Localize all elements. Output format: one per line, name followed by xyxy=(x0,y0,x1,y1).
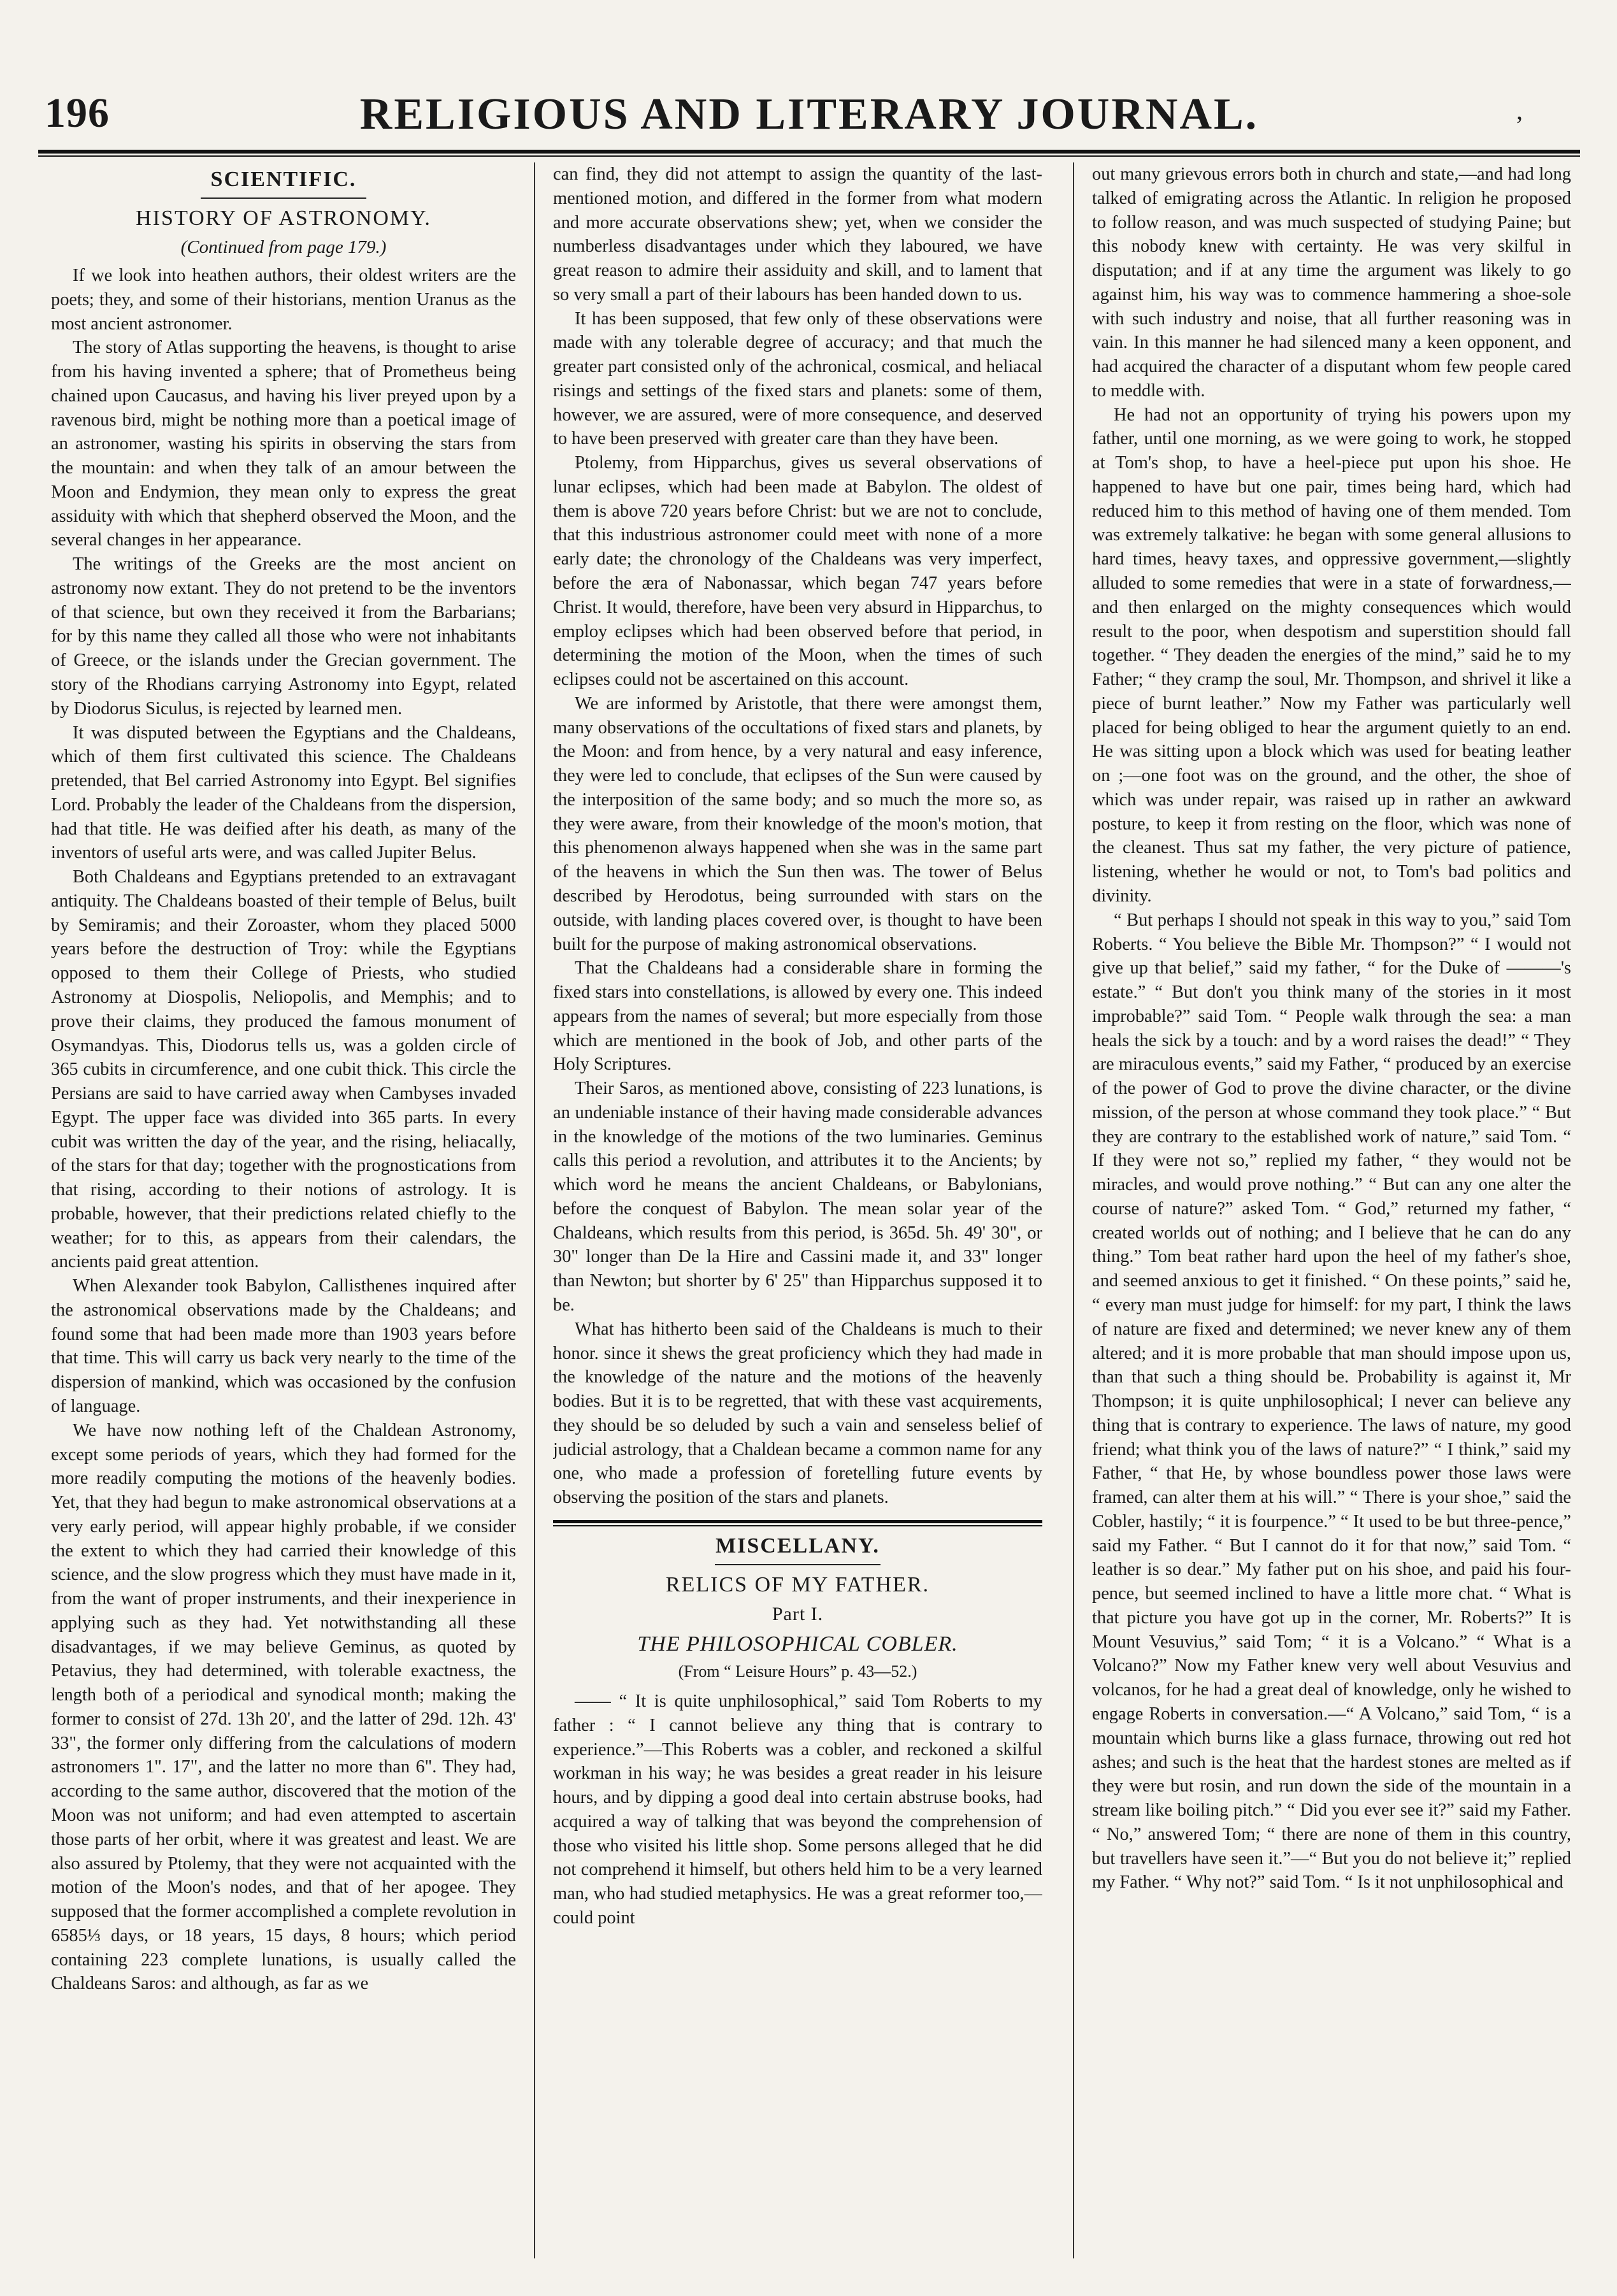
paragraph: What has hitherto been said of the Chaldeans is much to their honor. since it shews the great proficiency which they had made in the knowledge of the nature and the motions of the heavenly bodies. But it is to be regretted, that with these vast acquirements, they should be so deluded by such a vain and senseless belief of judicial astrology, that a Chaldean became a common name for any one, who made a profession of foretelling future events by observing the position of the stars and planets. xyxy=(553,1319,1042,1508)
column-2 xyxy=(553,162,1042,2258)
header-mark: , xyxy=(1516,96,1523,125)
paragraph: The story of Atlas supporting the heavens, is thought to arise from his having invented a sphere; that of Prometheus being chained upon Caucasus, and having his liver preyed upon by a ravenous bird, might be nothing more than a poetical image of an astronomer, wasting his spirits in observing the stars from the mountain: and when they talk of an amour between the Moon and Endymion, they mean only to express the great assiduity with which that shepherd observed the Moon, and the several changes in her appearance. xyxy=(51,338,516,550)
header-rule xyxy=(38,150,1580,157)
divider xyxy=(201,197,366,199)
column-divider xyxy=(1073,162,1074,2258)
paragraph: The writings of the Greeks are the most ancient on astronomy now extant. They do not pretend to be the inventors of that science, but own they received it from the Barbarians; for by this name they called all those who were not inhabitants of Greece, or the islands under the Grecian government. The story of the Rhodians carrying Astronomy into Egypt, related by Diodorus Siculus, is rejected by learned men. xyxy=(51,554,516,719)
article-subtitle: THE PHILOSOPHICAL COBLER. xyxy=(637,1632,958,1656)
section-divider xyxy=(553,1520,1042,1526)
journal-page xyxy=(38,25,1580,2274)
section-label-scientific: SCIENTIFIC. xyxy=(210,168,357,191)
journal-title: RELIGIOUS AND LITERARY JOURNAL. xyxy=(359,90,1259,139)
paragraph: It has been supposed, that few only of these observations were made with any tolerable degree of accuracy; and that much the greater part consisted only of the achronical, cosmical, and heliacal risings and settings of the fixed stars and planets: some of them, however, we are assured, were of more consequence, and deserved to have been preserved with greater care than they have been. xyxy=(553,308,1042,449)
paragraph: Both Chaldeans and Egyptians pretended to an extravagant antiquity. The Chaldeans boasted of their temple of Belus, built by Semiramis; and their Zoroaster, whom they placed 5000 years before the destruction of Troy: while the Egyptians opposed to them their College of Priests, who studied Astronomy at Diospolis, Neliopolis, and Memphis; and to prove their claims, they produced the famous monument of Osymandyas. This, Diodorus tells us, was a golden circle of 365 cubits in circumference, and one cubit thick. This circle the Persians are said to have carried away when Cambyses invaded Egypt. The upper face was divided into 365 parts. In every cubit was written the day of the year, and the rising, heliacally, of the stars for that day; together with the prognostications from that rising, according to their notions of astrology. It is probable, however, that their predictions related chiefly to the weather; for to this, as appears from their calendars, the ancients paid great attention. xyxy=(51,867,516,1272)
paragraph: Their Saros, as mentioned above, consisting of 223 lunations, is an undeniable instance of their having made considerable advances in the knowledge of the motions of the two luminaries. Geminus calls this period a revolution, and attributes it to the Ancients; by which word he means the ancient Chaldeans, or Babylonians, before the conquest of Babylon. The mean solar year of the Chaldeans, which results from this period, is 365d. 5h. 49' 30", or 30" longer than De la Hire and Cassini made it, and 33" longer than Newton; but shorter by 6' 25" than Hipparchus supposed it to be. xyxy=(553,1079,1042,1315)
paragraph: —— “ It is quite unphilosophical,” said Tom Roberts to my father : “ I cannot believe any thing that is contrary to experience.”—This Roberts was a cobler, and reckoned a skilful workman in his way; he was besides a great reader in his leisure hours, and by dipping a good deal into certain abstruse books, had acquired a way of talking that was beyond the comprehension of those who visited his little shop. Some persons alleged that he did not comprehend it himself, but others held him to be a very learned man, who had studied metaphysics. He was a great reformer too,—could point xyxy=(553,1691,1042,1928)
page-header xyxy=(38,76,1580,147)
article-title-astronomy: HISTORY OF ASTRONOMY. xyxy=(136,206,431,231)
paragraph: We are informed by Aristotle, that there were amongst them, many observations of the occultations of fixed stars and planets, by the Moon: and from hence, by a very natural and easy inference, they were led to conclude, that eclipses of the Sun were caused by the interposition of the same body; and so much the more so, as they were aware, from their knowledge of the moon's motion, that this phenomenon always happened when she was in the same part of the heavens in which the Sun then was. The tower of Belus described by Herodotus, being surrounded with stars on the outside, with landing places covered over, is thought to have been built for the purpose of making astronomical observations. xyxy=(553,693,1042,954)
paragraph: When Alexander took Babylon, Callisthenes inquired after the astronomical observations made by the Chaldeans; and found some that had been made more than 1903 years before that time. This will carry us back very nearly to the time of the dispersion of mankind, which was occasioned by the confusion of language. xyxy=(51,1276,516,1416)
page-number: 196 xyxy=(45,90,110,136)
divider xyxy=(715,1564,880,1565)
paragraph: Ptolemy, from Hipparchus, gives us several observations of lunar eclipses, which had been made at Babylon. The oldest of them is above 720 years before Christ: but we are not to conclude, that this industrious astronomer could meet with none of a more early date; the chronology of the Chaldeans was very imperfect, before the æra of Nabonassar, which began 747 years before Christ. It would, therefore, have been very absurd in Hipparchus, to employ eclipses which had been observed before that period, in determining the motion of the Moon, when the times of such eclipses could not be ascertained on this account. xyxy=(553,453,1042,690)
paragraph: He had not an opportunity of trying his powers upon my father, until one morning, as we were going to work, he stopped at Tom's shop, to have a heel-piece put upon his shoe. He happened to have but one pair, times being hard, which had reduced him to this method of having one of them mended. Tom was extremely talkative: he began with some general allusions to hard times, heavy taxes, and oppressive government,—slightly alluded to some remedies that were in a state of forwardness,—and then enlarged on the mighty consequences which would result to the poor, when despotism and superstition should fall together. “ They deaden the energies of the mind,” said he to my Father; “ they cramp the soul, Mr. Thompson, and shrivel it like a piece of burnt leather.” Now my Father was particularly well placed for being obliged to hear the argument quietly to an end. He was sitting upon a block which was used for beating leather on ;—one foot was on the ground, and the other, the shoe of which was under repair, was raised up in rather an awkward posture, to keep it from resting on the floor, which was none of the cleanest. Thus sat my father, the very picture of patience, listening, whether he would or not, to Tom's bad politics and divinity. xyxy=(1092,405,1571,906)
paragraph: It was disputed between the Egyptians and the Chaldeans, which of them first cultivated this science. The Chaldeans pretended, that Bel carried Astronomy into Egypt. Bel signifies Lord. Probably the leader of the Chaldeans from the dispersion, had that title. He was deified after his death, as many of the inventors of useful arts were, and was called Jupiter Belus. xyxy=(51,722,516,863)
paragraph: We have now nothing left of the Chaldean Astronomy, except some periods of years, which they had formed for the more readily computing the motions of the heavenly bodies. Yet, that they had begun to make astronomical observations at a very early period, will appear highly probable, if we consider the extent to which they had carried their knowledge of this science, and the slow progress which they must have made in it, from the want of proper instruments, and their inexperience in applying such as they had. Yet notwithstanding all these disadvantages, if we may believe Geminus, as quoted by Petavius, they had determined, with tolerable exactness, the length both of a periodical and synodical month; making the former to consist of 27d. 13h 20', and the latter of 29d. 12h. 43' 33", the former only differing from the calculations of modern astronomers 1". 17", and the latter no more than 6". They had, according to the same author, discovered that the motion of the Moon was not uniform; and had even attempted to ascertain those parts of her orbit, where it was greatest and least. We are also assured by Ptolemy, that they were not acquainted with the motion of the Moon's nodes, and that of her apogee. They supposed that the former accomplished a complete revolution in 6585⅓ days, or 18 years, 15 days, 8 hours; which period containing 223 complete lunations, is usually called the Chaldeans Saros: and although, as far as we xyxy=(51,1420,516,1994)
part-label: Part I. xyxy=(772,1604,824,1625)
column-3 xyxy=(1092,162,1571,2258)
paragraph: If we look into heathen authors, their oldest writers are the poets; they, and some of their historians, mention Uranus as the most ancient astronomer. xyxy=(51,266,516,334)
paragraph: That the Chaldeans had a considerable share in forming the fixed stars into constellations, is allowed by every one. This indeed appears from the names of several; but more especially from those which are mentioned in the book of Job, and other parts of the Holy Scriptures. xyxy=(553,958,1042,1075)
paragraph: “ But perhaps I should not speak in this way to you,” said Tom Roberts. “ You believe the Bible Mr. Thompson?” “ I would not give up that belief,” said my father, “ for the Duke of ———'s estate.” “ But don't you think many of the stories in it most improbable?” said Tom. “ People walk through the sea: a man heals the sick by a touch: and by a word raises the dead!” “ They are miraculous events,” said my Father, “ produced by an exercise of the power of God to prove the divine character, or the divine mission, of the person at whose command they took place.” “ But they are contrary to the established work of nature,” said Tom. “ If they were not so,” replied my father, “ they would not be miracles, and would prove nothing.” “ But can any one alter the course of nature?” asked Tom. “ God,” returned my father, “ created worlds out of nothing; and I believe that he can do any thing.” Tom beat rather hard upon the heel of my father's shoe, and seemed anxious to get it finished. “ On these points,” said he, “ every man must judge for himself: for my part, I think the laws of nature are fixed and determined; we never knew any of them altered; and it is more probable that man should impose upon us, than that such a thing should be. Probability is against it, Mr Thompson; it is quite unphilosophical; I never can believe any thing that is contrary to experience. The laws of nature, my good friend; what think you of the laws of nature?” “ I think,” said my Father, “ that He, by whose boundless power those laws were framed, can alter them at his will.” “ There is your shoe,” said the Cobler, hastily; “ it is fourpence.” “ It used to be but three-pence,” said my Father. “ But I cannot do it for that now,” said Tom. “ leather is so dear.” My father put on his shoe, and paid his four-pence, but seemed inclined to have a little more chat. “ What is that picture you have got up in the corner, Mr. Roberts?” It is Mount Vesuvius,” said Tom; “ it is a Volcano.” “ What is a Volcano?” Now my Father knew very well about Vesuvius and volcanos, for he had a great deal of knowledge, only he wished to engage Roberts in conversation.—“ A Volcano,” said Tom, “ is a mountain which burns like a glass furnace, throwing out red hot ashes; and such is the heat that the hardest stones are melted as if they were but rosin, and run down the side of the mountain in a stream like boiling pitch.” “ Did you ever see it?” said my Father. “ No,” answered Tom; “ there are none of them in this country, but travellers have seen it.”—“ But you do not believe it;” replied my Father. “ Why not?” said Tom. “ Is it not unphilosophical and xyxy=(1092,910,1571,1893)
column-divider xyxy=(534,162,535,2258)
paragraph: out many grievous errors both in church and state,—and had long talked of emigrating across the Atlantic. In religion he proposed to follow reason, and was much suspected of studying Paine; but this nobody knew with certainty. He was very skilful in disputation; and if at any time the argument was likely to go against him, his way was to commence hammering a shoe-sole with such industry and noise, that all further reasoning was in vain. In this manner he had silenced many a keen opponent, and had acquired the character of a disputant whom few people cared to meddle with. xyxy=(1092,164,1571,401)
column-1 xyxy=(51,162,516,2258)
continued-note: (Continued from page 179.) xyxy=(180,237,387,258)
article-title-relics: RELICS OF MY FATHER. xyxy=(665,1573,930,1597)
paragraph: can find, they did not attempt to assign the quantity of the last-mentioned motion, and differed in the former from what modern and more accurate observations shew; yet, when we consider the numberless disadvantages under which they laboured, we have great reason to admire their assiduity and skill, and to lament that so very small a part of their labours has been handed down to us. xyxy=(553,164,1042,305)
source-note: (From “ Leisure Hours” p. 43—52.) xyxy=(678,1662,917,1681)
section-label-miscellany: MISCELLANY. xyxy=(715,1533,880,1558)
